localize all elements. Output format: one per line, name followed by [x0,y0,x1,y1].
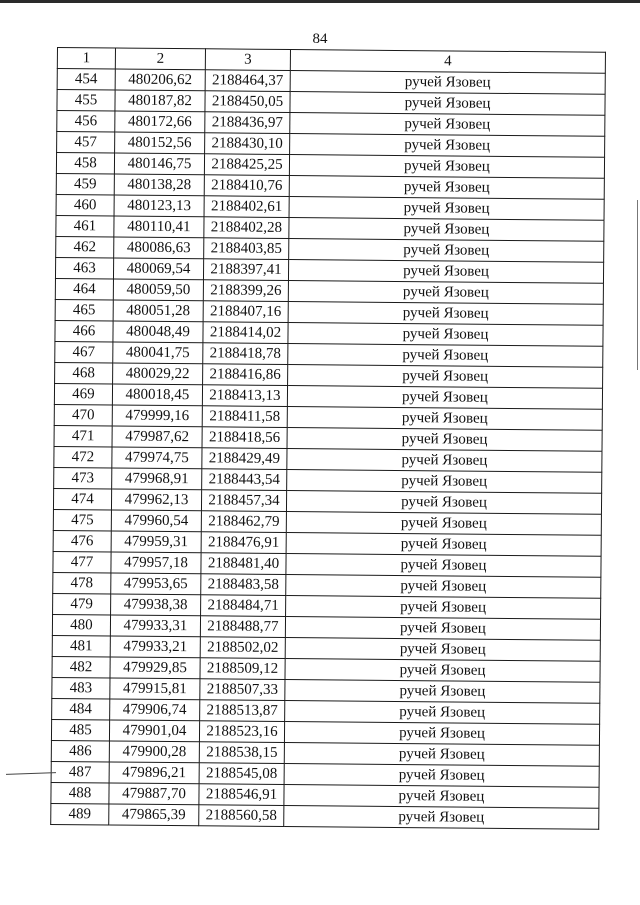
description-cell: ручей Язовец [284,785,599,809]
scan-mark-right [637,200,638,370]
point-number-cell: 484 [52,698,110,720]
y-coordinate-cell: 2188411,58 [202,406,287,428]
y-coordinate-cell: 2188457,34 [201,490,286,512]
y-coordinate-cell: 2188429,49 [202,448,287,470]
description-cell: ручей Язовец [285,659,600,683]
point-number-cell: 478 [53,572,111,594]
y-coordinate-cell: 2188546,91 [199,784,284,806]
y-coordinate-cell: 2188560,58 [199,805,284,827]
x-coordinate-cell: 480029,22 [113,363,203,385]
y-coordinate-cell: 2188436,97 [205,112,290,134]
header-col-4: 4 [290,50,605,74]
x-coordinate-cell: 479953,65 [111,573,201,595]
x-coordinate-cell: 479938,38 [111,594,201,616]
description-cell: ручей Язовец [289,155,604,179]
x-coordinate-cell: 480018,45 [112,384,202,406]
y-coordinate-cell: 2188502,02 [200,637,285,659]
point-number-cell: 465 [55,299,113,321]
description-cell: ручей Язовец [286,596,601,620]
x-coordinate-cell: 480048,49 [113,321,203,343]
point-number-cell: 468 [55,362,113,384]
y-coordinate-cell: 2188488,77 [200,616,285,638]
y-coordinate-cell: 2188513,87 [200,700,285,722]
y-coordinate-cell: 2188403,85 [204,238,289,260]
y-coordinate-cell: 2188538,15 [199,742,284,764]
description-cell: ручей Язовец [285,680,600,704]
description-cell: ручей Язовец [285,638,600,662]
x-coordinate-cell: 479865,39 [109,804,199,826]
x-coordinate-cell: 479929,85 [110,657,200,679]
point-number-cell: 489 [51,803,109,825]
y-coordinate-cell: 2188413,13 [202,385,287,407]
y-coordinate-cell: 2188407,16 [203,301,288,323]
point-number-cell: 475 [53,509,111,531]
description-cell: ручей Язовец [286,512,601,536]
description-cell: ручей Язовец [286,575,601,599]
x-coordinate-cell: 479957,18 [111,552,201,574]
top-scan-border [0,0,640,3]
y-coordinate-cell: 2188464,37 [205,70,290,92]
y-coordinate-cell: 2188476,91 [201,532,286,554]
y-coordinate-cell: 2188523,16 [199,721,284,743]
description-cell: ручей Язовец [287,407,602,431]
y-coordinate-cell: 2188450,05 [205,91,290,113]
description-cell: ручей Язовец [290,92,605,116]
coordinates-table [50,47,606,830]
description-cell: ручей Язовец [284,764,599,788]
point-number-cell: 488 [51,782,109,804]
y-coordinate-cell: 2188509,12 [200,658,285,680]
description-cell: ручей Язовец [287,449,602,473]
y-coordinate-cell: 2188410,76 [204,175,289,197]
description-cell: ручей Язовец [289,176,604,200]
x-coordinate-cell: 480041,75 [113,342,203,364]
x-coordinate-cell: 479962,13 [111,489,201,511]
description-cell: ручей Язовец [288,260,603,284]
point-number-cell: 470 [54,404,112,426]
description-cell: ручей Язовец [288,344,603,368]
x-coordinate-cell: 479999,16 [112,405,202,427]
x-coordinate-cell: 480051,28 [113,300,203,322]
y-coordinate-cell: 2188402,61 [204,196,289,218]
y-coordinate-cell: 2188418,56 [202,427,287,449]
y-coordinate-cell: 2188545,08 [199,763,284,785]
x-coordinate-cell: 479900,28 [109,741,199,763]
x-coordinate-cell: 480146,75 [114,153,204,175]
y-coordinate-cell: 2188414,02 [203,322,288,344]
point-number-cell: 467 [55,341,113,363]
x-coordinate-cell: 479968,91 [112,468,202,490]
description-cell: ручей Язовец [284,806,599,830]
point-number-cell: 455 [57,90,115,112]
point-number-cell: 458 [56,153,114,175]
x-coordinate-cell: 480059,50 [113,279,203,301]
point-number-cell: 469 [54,383,112,405]
x-coordinate-cell: 480086,63 [114,237,204,259]
x-coordinate-cell: 479896,21 [109,762,199,784]
point-number-cell: 477 [53,551,111,573]
description-cell: ручей Язовец [285,617,600,641]
description-cell: ручей Язовец [289,239,604,263]
y-coordinate-cell: 2188425,25 [204,154,289,176]
header-col-1: 1 [57,48,115,70]
y-coordinate-cell: 2188399,26 [203,280,288,302]
point-number-cell: 466 [55,320,113,342]
x-coordinate-cell: 479906,74 [110,699,200,721]
x-coordinate-cell: 479933,21 [110,636,200,658]
x-coordinate-cell: 480123,13 [114,195,204,217]
y-coordinate-cell: 2188462,79 [201,511,286,533]
y-coordinate-cell: 2188507,33 [200,679,285,701]
description-cell: ручей Язовец [289,197,604,221]
point-number-cell: 454 [57,69,115,91]
x-coordinate-cell: 479987,62 [112,426,202,448]
point-number-cell: 476 [53,530,111,552]
x-coordinate-cell: 479974,75 [112,447,202,469]
y-coordinate-cell: 2188418,78 [203,343,288,365]
x-coordinate-cell: 479915,81 [110,678,200,700]
page-number: 84 [312,31,328,47]
point-number-cell: 460 [56,194,114,216]
description-cell: ручей Язовец [288,365,603,389]
description-cell: ручей Язовец [287,386,602,410]
x-coordinate-cell: 480206,62 [115,69,205,91]
description-cell: ручей Язовец [287,470,602,494]
x-coordinate-cell: 480187,82 [115,90,205,112]
point-number-cell: 487 [51,761,109,783]
point-number-cell: 474 [53,488,111,510]
description-cell: ручей Язовец [290,71,605,95]
x-coordinate-cell: 480138,28 [114,174,204,196]
point-number-cell: 486 [51,740,109,762]
point-number-cell: 461 [56,215,114,237]
description-cell: ручей Язовец [288,302,603,326]
scan-mark-left [6,772,56,775]
x-coordinate-cell: 480172,66 [115,111,205,133]
y-coordinate-cell: 2188416,86 [203,364,288,386]
point-number-cell: 479 [53,593,111,615]
description-cell: ручей Язовец [288,281,603,305]
header-col-3: 3 [205,49,290,71]
x-coordinate-cell: 479960,54 [111,510,201,532]
y-coordinate-cell: 2188443,54 [202,469,287,491]
description-cell: ручей Язовец [290,134,605,158]
point-number-cell: 464 [55,278,113,300]
point-number-cell: 485 [51,719,109,741]
description-cell: ручей Язовец [290,113,605,137]
x-coordinate-cell: 479901,04 [109,720,199,742]
description-cell: ручей Язовец [287,428,602,452]
point-number-cell: 482 [52,656,110,678]
point-number-cell: 471 [54,425,112,447]
table-body [51,69,606,830]
x-coordinate-cell: 480110,41 [114,216,204,238]
point-number-cell: 459 [56,173,114,195]
y-coordinate-cell: 2188483,58 [201,574,286,596]
point-number-cell: 457 [57,132,115,154]
description-cell: ручей Язовец [288,323,603,347]
point-number-cell: 480 [52,614,110,636]
y-coordinate-cell: 2188481,40 [201,553,286,575]
y-coordinate-cell: 2188402,28 [204,217,289,239]
x-coordinate-cell: 479933,31 [110,615,200,637]
point-number-cell: 483 [52,677,110,699]
y-coordinate-cell: 2188397,41 [203,259,288,281]
description-cell: ручей Язовец [286,533,601,557]
point-number-cell: 462 [56,236,114,258]
y-coordinate-cell: 2188484,71 [201,595,286,617]
point-number-cell: 481 [52,635,110,657]
x-coordinate-cell: 479959,31 [111,531,201,553]
description-cell: ручей Язовец [286,491,601,515]
description-cell: ручей Язовец [284,743,599,767]
x-coordinate-cell: 480069,54 [113,258,203,280]
x-coordinate-cell: 480152,56 [115,132,205,154]
header-col-2: 2 [115,48,205,70]
x-coordinate-cell: 479887,70 [109,783,199,805]
point-number-cell: 473 [54,467,112,489]
table-row [51,803,599,829]
description-cell: ручей Язовец [289,218,604,242]
point-number-cell: 463 [55,257,113,279]
description-cell: ручей Язовец [285,701,600,725]
point-number-cell: 472 [54,446,112,468]
y-coordinate-cell: 2188430,10 [205,133,290,155]
point-number-cell: 456 [57,111,115,133]
description-cell: ручей Язовец [284,722,599,746]
description-cell: ручей Язовец [286,554,601,578]
